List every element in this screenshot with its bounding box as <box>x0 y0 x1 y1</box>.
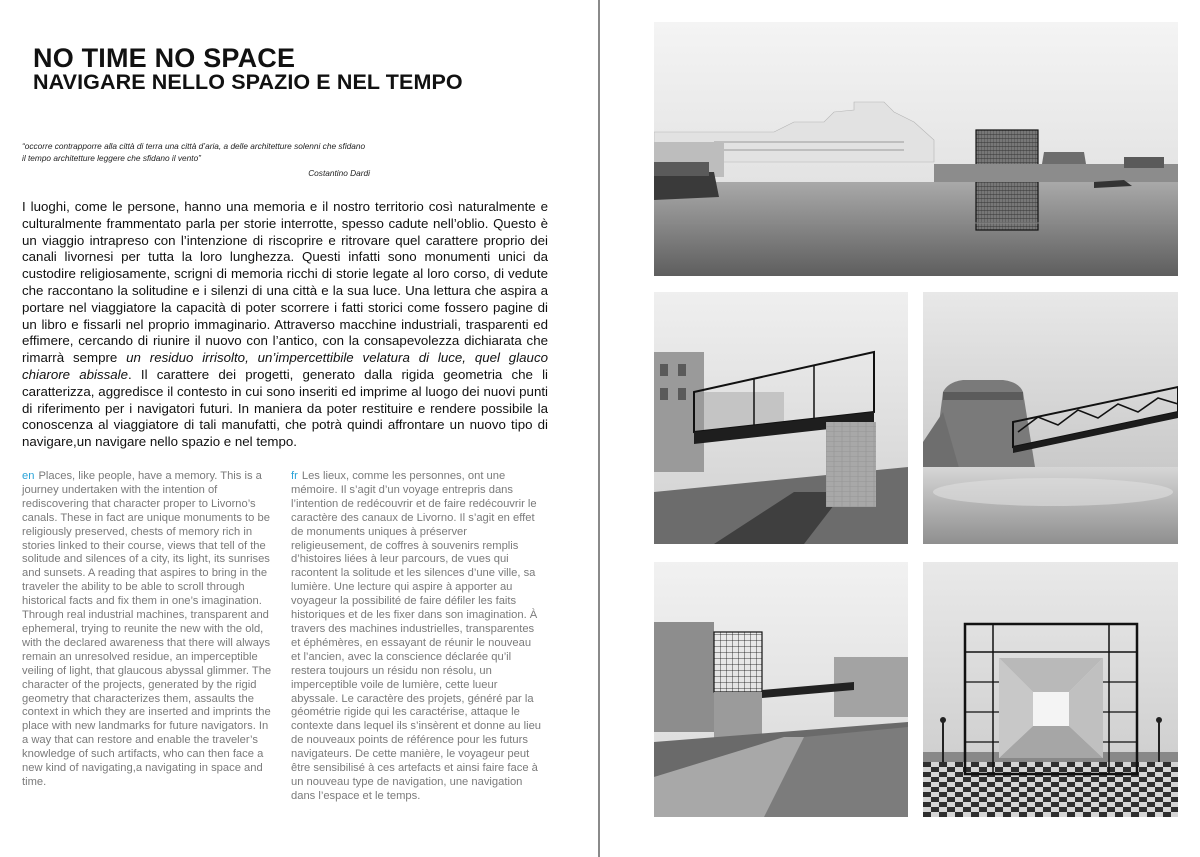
epigraph-quote: “occorre contrapporre alla città di terra una città d’aria, a delle architetture solenni che sfidano il tempo architetture leggere che sfidano il vento” <box>22 141 366 163</box>
english-column <box>22 470 274 790</box>
english-text: Places, like people, have a memory. This is a journey undertaken with the intention of rediscovering that character proper to Livorno’s canals. These in fact are unique monuments to be religiously preserved, chests of memory rich in stories linked to their course, views that tell of the solitude and silences of a city, its light, its sunrises and sunsets. A reading that aspires to bring in the traveler the ability to be able to scroll through historical facts and fix them in one’s imagination. Through real industrial machines, transparent and ephemeral, trying to reunite the new with the old, with the declared awareness that there will always remain an unresolved residue, an imperceptible veiling of light, that glaucous abyssal glimmer. The character of the projects, generated by the rigid geometry that characterizes them, assaults the context in which they are inserted and imprints the place with new landmarks for future navigators. In a way that can restore and enable the traveler’s knowledge of such artifacts, who can then face a new kind of navigating,a navigating in space and time. <box>22 470 272 788</box>
lang-tag-fr: fr <box>291 470 298 482</box>
main-italian-text <box>22 199 548 451</box>
photo-harbor-panorama <box>654 22 1178 276</box>
epigraph-author: Costantino Dardi <box>308 168 370 178</box>
photo-fortress-bridge <box>923 292 1178 544</box>
lang-tag-en: en <box>22 470 35 482</box>
article-subtitle: NAVIGARE NELLO SPAZIO E NEL TEMPO <box>33 70 463 94</box>
photo-cube-pavilion <box>923 562 1178 817</box>
main-text-part2: . Il carattere dei progetti, generato dalla rigida geometria che li caratterizza, aggredisce il contesto in cui sono inseriti ed imprime al luogo dei nuovi punti di riferimento per i navigatori futuri. In maniera da poter restituire e rendere possibile la conoscenza al viaggiatore di tali manufatti, che potrà quindi affrontare un nuovo tipo di navigare,un navigare nello spazio e nel tempo. <box>22 366 548 450</box>
main-text-emphasis: un residuo irrisolto, un’impercettibile velatura di luce, quel glauco chiarore abissale <box>22 350 548 382</box>
main-text-part1: I luoghi, come le persone, hanno una memoria e il nostro territorio così naturalmente e culturalmente frammentato parla per storie interrotte, spesso cadute nell’oblio. Questo è un viaggio intrapreso con l’intenzione di riscoprire e ritrovare quel carattere proprio dei canali livornesi per tutta la loro lunghezza. Questi infatti sono monumenti unici da custodire religiosamente, scrigni di memoria ricchi di storie legate al loro corso, di vedute che raccontano la solitudine e i silenzi di una città e la sua luce. Una lettura che aspira a portare nel viaggiatore la capacità di poter scorrere i fatti storici come fossero pagine di un libro e fissarli nel proprio immaginario. Attraverso macchine industriali, trasparenti ed effimere, cercando di riunire il nuovo con l’antico, con la consapevolezza dichiarata che rimarrà sempre <box>22 199 548 366</box>
photo-canal-tower <box>654 562 908 817</box>
french-column <box>291 470 543 804</box>
photo-canal-bridge <box>654 292 908 544</box>
left-page <box>0 0 598 857</box>
article-title: NO TIME NO SPACE <box>33 43 296 73</box>
french-text: Les lieux, comme les personnes, ont une mémoire. Il s’agit d’un voyage entrepris dans l’intention de redécouvrir et de faire redécouvrir le caractère des canaux de Livorno. Il s’agit en effet de monuments uniques à préserver religieusement, de coffres à souvenirs remplis d’histoires liées à leur parcours, de vues qui racontent la solitude et les silences d’une ville, sa lumière. Une lecture qui aspire à apporter au voyageur la possibilité de faire défiler les faits historiques et de les fixer dans son imagination. À travers des machines industrielles, transparentes et éphémères, en essayant de réunir le nouveau et l’ancien, avec la conscience déclarée qu’il restera toujours un résidu non résolu, un imperceptible voile de lumière, cette lueur abyssale. Le caractère des projets, généré par la géométrie rigide qui les caractérise, attaque le contexte dans lequel ils s’insèrent et donne au lieu de nouveaux points de référence pour les futurs navigateurs. De cette manière, le voyageur peut être sensibilisé à ces artefacts et ainsi faire face à un nouveau type de navigation, une navigation dans l’espace et le temps. <box>291 470 542 802</box>
